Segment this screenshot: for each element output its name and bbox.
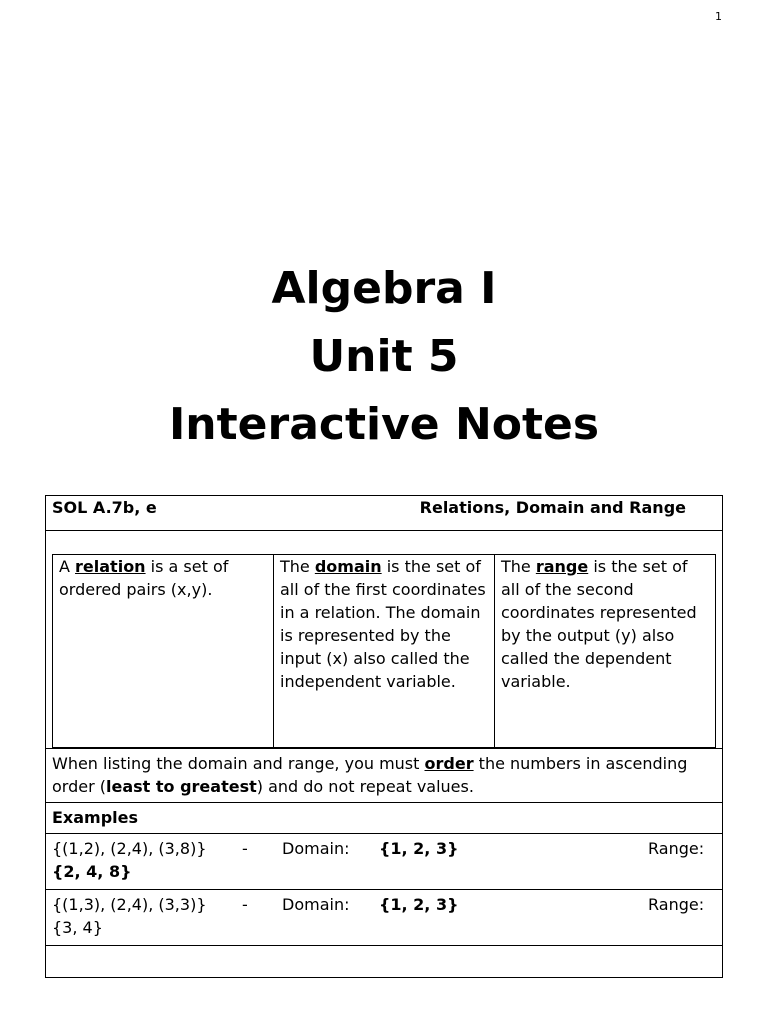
topic-title: Relations, Domain and Range [419,498,686,517]
domain-definition [273,555,494,747]
relation-definition [53,555,273,747]
range-label: Range: [648,895,705,914]
title-block [0,255,768,459]
domain-term: domain [314,557,382,576]
title-subject: Algebra I [271,263,497,314]
definitions-wrapper [46,530,722,748]
example-set: {(1,2), (2,4), (3,8)} [52,839,207,858]
page-number: 1 [715,10,722,23]
range-values: {3, 4} [52,918,103,937]
domain-label: Domain: [282,839,350,858]
example-dash: - [242,895,248,914]
range-term: range [535,557,589,576]
title-unit: Unit 5 [309,331,459,382]
table-header-row [46,496,722,530]
notes-table [45,495,723,978]
range-definition [494,555,715,747]
example-row [46,833,722,889]
relation-post: is a set of ordered pairs (x,y). [59,557,229,599]
domain-values: {1, 2, 3} [379,839,459,858]
example-row [46,889,722,945]
examples-heading: Examples [46,802,722,833]
example-dash: - [242,839,248,858]
range-values: {2, 4, 8} [52,862,132,881]
definitions-grid [52,554,716,748]
note-part2: the numbers in ascending order ( [52,754,688,796]
example-set: {(1,3), (2,4), (3,3)} [52,895,207,914]
domain-values: {1, 2, 3} [379,895,459,914]
sol-code: SOL A.7b, e [52,498,157,517]
domain-post: is the set of all of the first coordinates in a relation. The domain is represented by the input (x) also called the independent variable. [280,557,486,691]
note-part1: When listing the domain and range, you must [52,754,425,773]
range-post: is the set of all of the second coordinates represented by the output (y) also called the dependent variable. [501,557,697,691]
domain-label: Domain: [282,895,350,914]
domain-pre: The [280,557,315,576]
note-part3: ) and do not repeat values. [256,777,474,796]
note-emphasis: least to greatest [106,777,257,796]
range-label: Range: [648,839,705,858]
ordering-note [46,748,722,802]
note-order-word: order [424,754,474,773]
relation-pre: A [59,557,76,576]
blank-row [46,945,722,977]
relation-term: relation [75,557,146,576]
title-notes: Interactive Notes [168,399,600,450]
range-pre: The [501,557,536,576]
